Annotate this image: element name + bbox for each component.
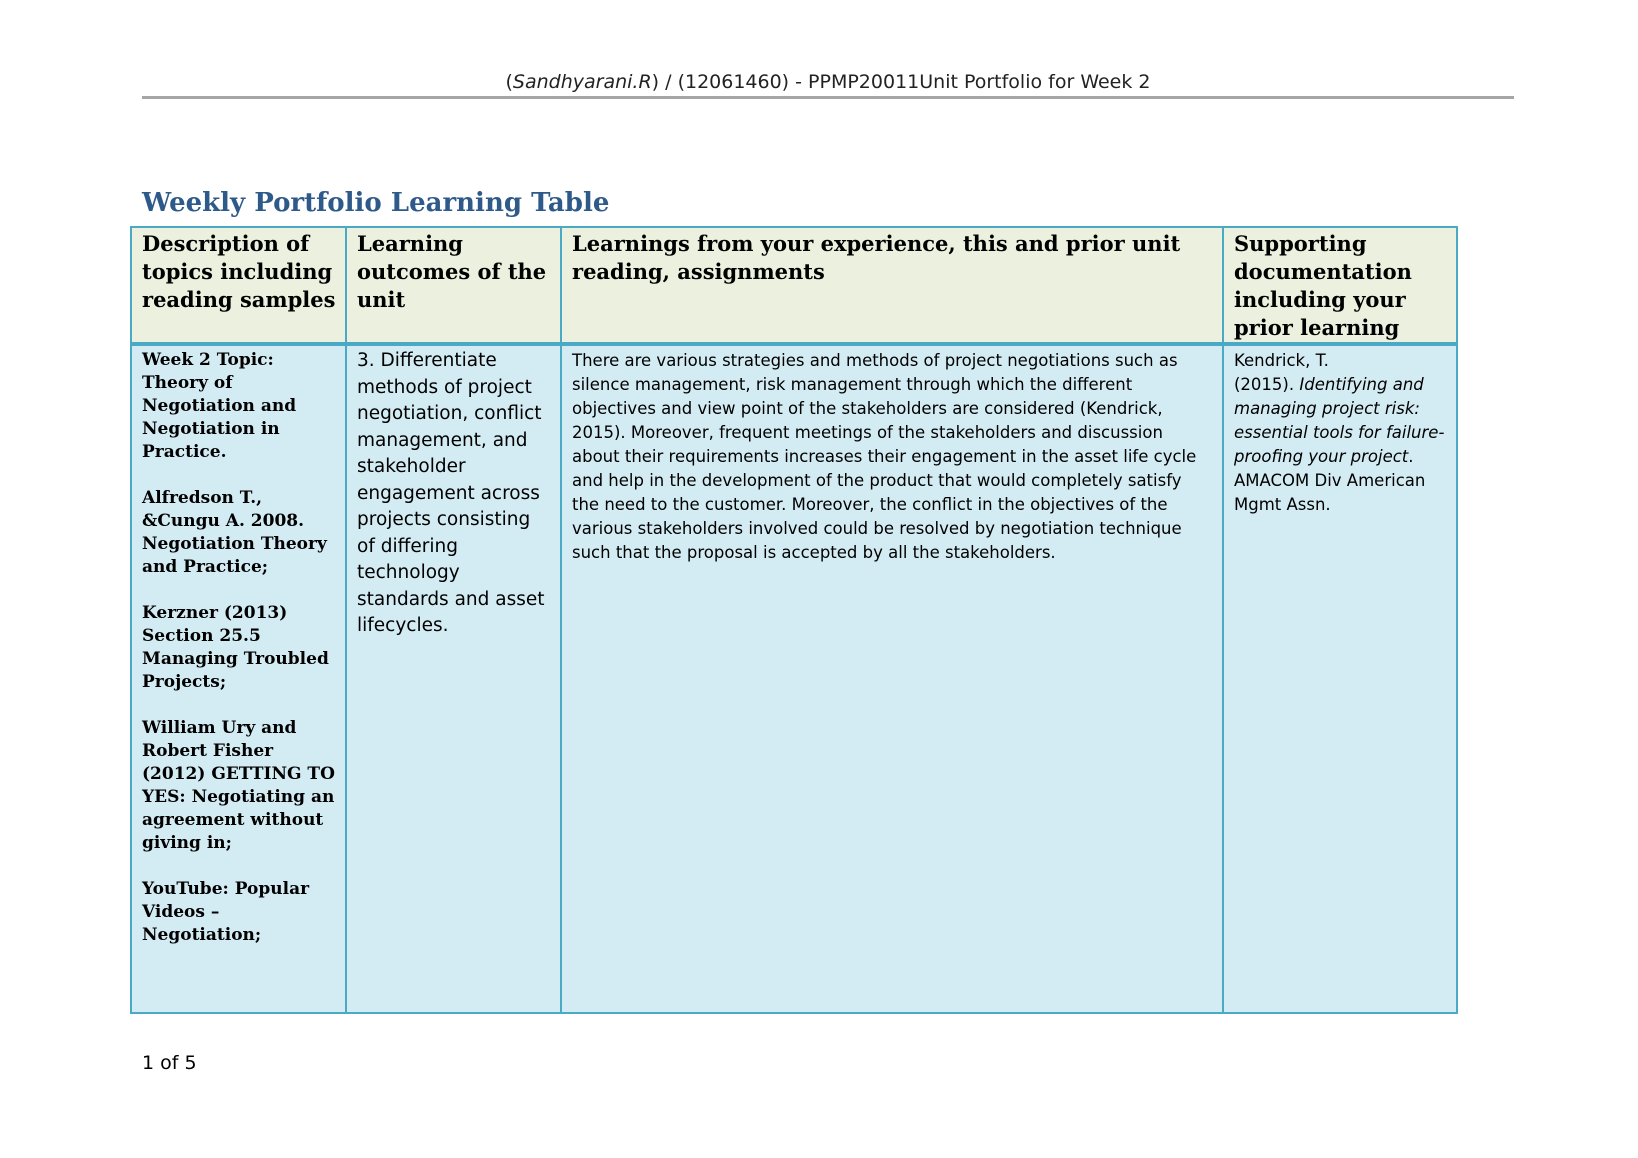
- supporting-cell: [1223, 344, 1457, 1013]
- header-author: Sandhyarani.R: [512, 71, 652, 93]
- document-title: Weekly Portfolio Learning Table: [142, 188, 610, 218]
- reference-entry: [1224, 346, 1456, 517]
- header-course-info: ) / (12061460) - PPMP20011Unit Portfolio for Week 2: [651, 71, 1151, 93]
- header-cell-supporting: Supporting documentation including your prior learning: [1223, 227, 1457, 344]
- learning-outcome-text: 3. Differentiate methods of project negotiation, conflict management, and stakeholder engagement across projects consisting of differing technology standards and asset lifecycles.: [357, 350, 545, 636]
- topic-item: William Ury and Robert Fisher (2012) GETTING TO YES: Negotiating an agreement without giving in;: [142, 718, 335, 853]
- table-header-row: [131, 227, 1457, 344]
- reference-book-title: Identifying and managing project risk: essential tools for failure-proofing your project: [1234, 375, 1445, 466]
- learnings-cell: [561, 344, 1223, 1013]
- header-open-paren: (: [505, 71, 513, 93]
- header-rule: [142, 96, 1514, 99]
- reference-author: Kendrick, T.: [1234, 351, 1329, 370]
- reference-publisher: . AMACOM Div American Mgmt Assn.: [1234, 447, 1426, 514]
- topic-item: YouTube: Popular Videos – Negotiation;: [142, 879, 310, 945]
- topics-cell: [131, 344, 346, 1013]
- table-row: [131, 344, 1457, 1013]
- outcomes-cell: [346, 344, 561, 1013]
- header-cell-learnings: Learnings from your experience, this and prior unit reading, assignments: [561, 227, 1223, 344]
- learning-table: [130, 226, 1458, 1014]
- reference-year: (2015).: [1234, 375, 1295, 394]
- learnings-text: There are various strategies and methods of project negotiations such as silence management, risk management through which the different objectives and view point of the stakeholders are considered (Kendrick, 2015). Moreover, frequent meetings of the stakeholders and discussion about their requirements increases their engagement in the asset life cycle and help in the development of the product that would completely satisfy the need to the customer. Moreover, the conflict in the objectives of the various stakeholders involved could be resolved by negotiation technique such that the proposal is accepted by all the stakeholders.: [572, 351, 1197, 562]
- topic-item: Alfredson T., &Cungu A. 2008. Negotiation Theory and Practice;: [142, 488, 327, 577]
- header-cell-outcomes: Learning outcomes of the unit: [346, 227, 561, 344]
- page-header: [142, 68, 1514, 96]
- page-number: 1 of 5: [142, 1052, 197, 1074]
- header-cell-topics: Description of topics including reading samples: [131, 227, 346, 344]
- topic-item: Kerzner (2013) Section 25.5 Managing Troubled Projects;: [142, 603, 329, 692]
- topic-item: Week 2 Topic: Theory of Negotiation and Negotiation in Practice.: [142, 350, 297, 462]
